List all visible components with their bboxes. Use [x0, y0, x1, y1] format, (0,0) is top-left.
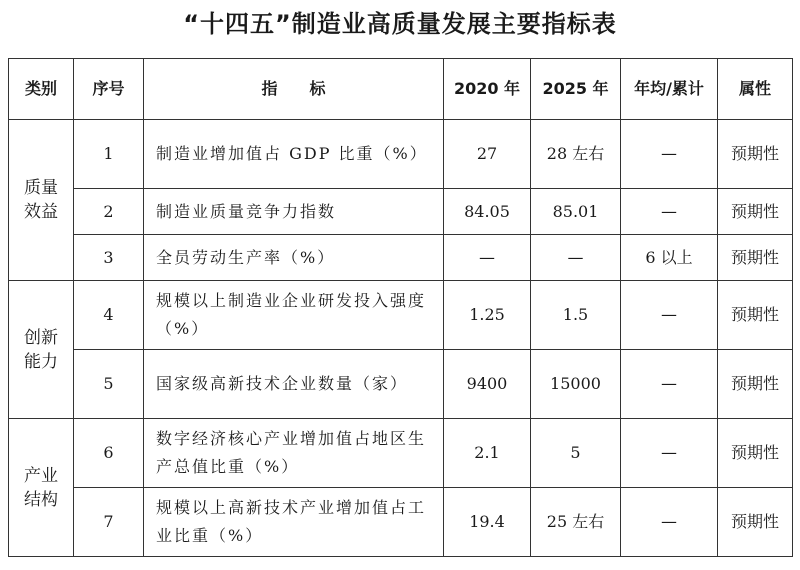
avg-cell: —: [621, 488, 718, 557]
category-label: 结构: [24, 489, 58, 510]
header-category: 类别: [9, 59, 74, 120]
value-2025-cell: —: [531, 235, 621, 281]
header-avg: 年均/累计: [621, 59, 718, 120]
value-2020-cell: 27: [444, 120, 531, 189]
indicator-cell: 规模以上制造业企业研发投入强度（%）: [144, 281, 444, 350]
attr-cell: 预期性: [718, 281, 793, 350]
category-label: 效益: [24, 202, 58, 222]
header-2025: 2025 年: [531, 59, 621, 120]
value-2025-cell: 15000: [531, 350, 621, 419]
table-row: [9, 488, 793, 557]
avg-cell: —: [621, 350, 718, 419]
category-label: 创新: [24, 327, 58, 348]
avg-cell: —: [621, 281, 718, 350]
category-cell: [9, 281, 74, 419]
seq-cell: 7: [74, 488, 144, 557]
attr-cell: 预期性: [718, 235, 793, 281]
table-row: [9, 419, 793, 488]
table-title: “十四五”制造业高质量发展主要指标表: [183, 10, 617, 38]
attr-cell: 预期性: [718, 350, 793, 419]
seq-cell: 4: [74, 281, 144, 350]
table-row: [9, 189, 793, 235]
header-seq: 序号: [74, 59, 144, 120]
value-2020-cell: 84.05: [444, 189, 531, 235]
attr-cell: 预期性: [718, 189, 793, 235]
avg-cell: 6 以上: [621, 235, 718, 281]
attr-cell: 预期性: [718, 419, 793, 488]
avg-cell: —: [621, 419, 718, 488]
value-2020-cell: 9400: [444, 350, 531, 419]
value-2020-cell: 1.25: [444, 281, 531, 350]
header-attr: 属性: [718, 59, 793, 120]
header-2020: 2020 年: [444, 59, 531, 120]
category-label: 能力: [24, 351, 58, 372]
value-2025-cell: 28 左右: [531, 120, 621, 189]
value-2025-cell: 85.01: [531, 189, 621, 235]
category-label: 产业: [24, 465, 58, 486]
seq-cell: 6: [74, 419, 144, 488]
table-row: [9, 235, 793, 281]
indicator-cell: 规模以上高新技术产业增加值占工业比重（%）: [144, 488, 444, 557]
value-2020-cell: 2.1: [444, 419, 531, 488]
indicator-cell: 制造业质量竞争力指数: [144, 189, 444, 235]
table-row: [9, 281, 793, 350]
indicator-table: [8, 58, 793, 557]
seq-cell: 3: [74, 235, 144, 281]
indicator-cell: 制造业增加值占 GDP 比重（%）: [144, 120, 444, 189]
value-2025-cell: 1.5: [531, 281, 621, 350]
indicator-cell: 数字经济核心产业增加值占地区生产总值比重（%）: [144, 419, 444, 488]
header-indicator: 指 标: [144, 59, 444, 120]
table-row: [9, 120, 793, 189]
attr-cell: 预期性: [718, 488, 793, 557]
seq-cell: 1: [74, 120, 144, 189]
header-row: [9, 59, 793, 120]
table-row: [9, 350, 793, 419]
seq-cell: 5: [74, 350, 144, 419]
category-cell: [9, 120, 74, 281]
indicator-cell: 国家级高新技术企业数量（家）: [144, 350, 444, 419]
value-2025-cell: 5: [531, 419, 621, 488]
avg-cell: —: [621, 189, 718, 235]
category-cell: [9, 419, 74, 557]
value-2020-cell: —: [444, 235, 531, 281]
avg-cell: —: [621, 120, 718, 189]
category-label: 质量: [24, 178, 58, 198]
value-2020-cell: 19.4: [444, 488, 531, 557]
attr-cell: 预期性: [718, 120, 793, 189]
value-2025-cell: 25 左右: [531, 488, 621, 557]
seq-cell: 2: [74, 189, 144, 235]
indicator-cell: 全员劳动生产率（%）: [144, 235, 444, 281]
